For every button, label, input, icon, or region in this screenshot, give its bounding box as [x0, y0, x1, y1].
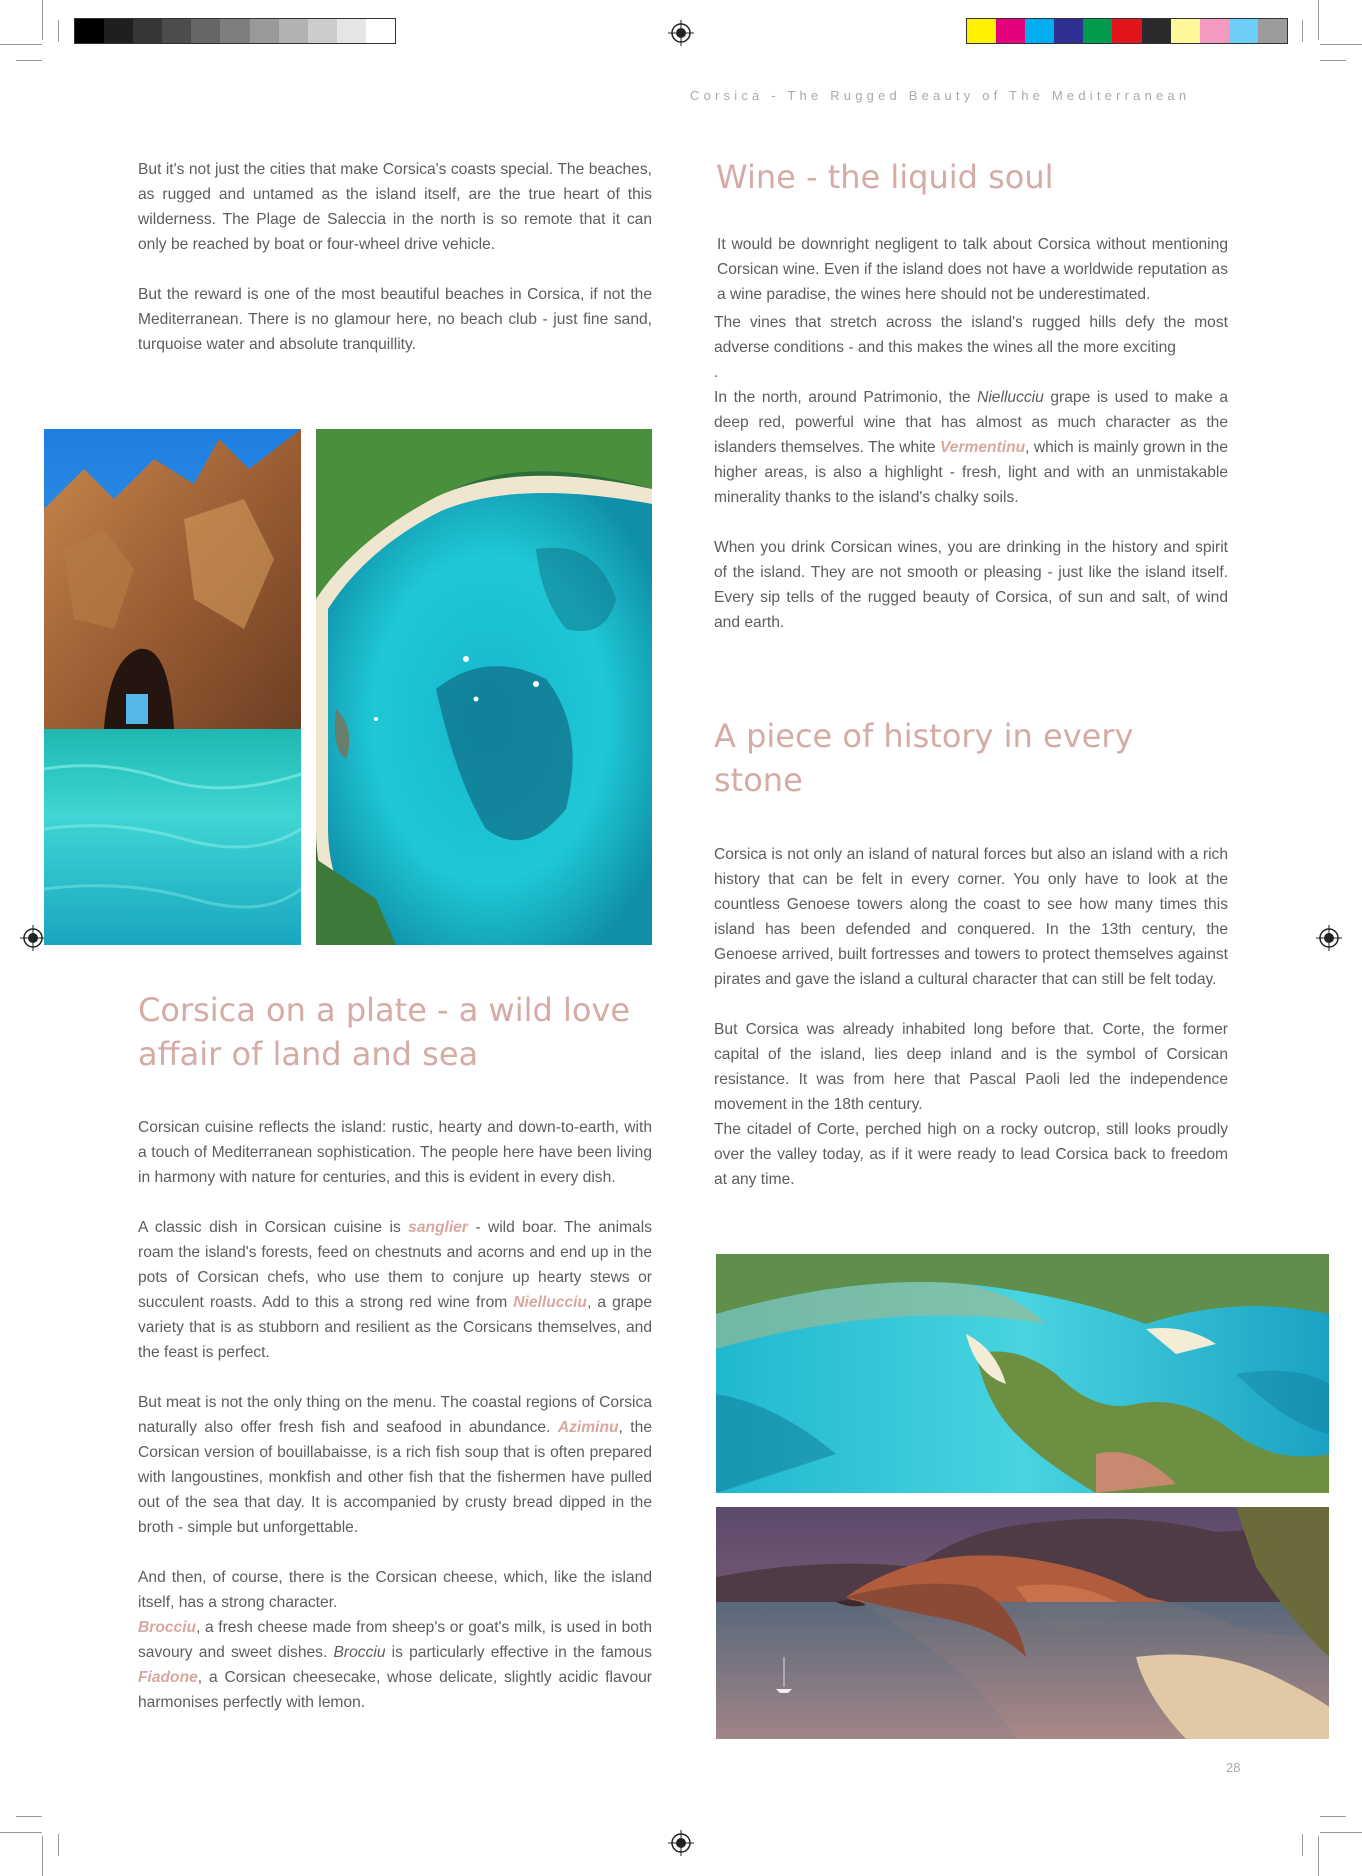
wine-section-text: [714, 232, 1228, 660]
paragraph: Corsican cuisine reflects the island: rustic, hearty and down-to-earth, with a touch of Mediterranean sophistication. The people here have been living in harmony with nature for centuries, and this is evident in every dish.: [138, 1119, 652, 1186]
italic-brocciu: Brocciu: [333, 1644, 386, 1661]
color-swatch: [1142, 19, 1171, 43]
color-swatch: [1054, 19, 1083, 43]
left-intro-text: [138, 157, 652, 382]
wine-section-heading: Wine - the liquid soul: [716, 158, 1054, 196]
crop-mark-bottom-right-v2: [1302, 1834, 1303, 1856]
registration-mark-left-icon: [20, 925, 46, 951]
gray-swatch: [250, 19, 279, 43]
text-run: grape is used to make a deep red, powerful wine that has almost as much character as the islanders themselves. The white: [714, 389, 1228, 456]
rock-arch-photo: [44, 429, 301, 945]
registration-mark-right-icon: [1316, 925, 1342, 951]
gray-swatch: [220, 19, 249, 43]
paragraph: And then, of course, there is the Corsican cheese, which, like the island itself, has a strong character.: [138, 1569, 652, 1611]
registration-mark-bottom-icon: [668, 1830, 694, 1856]
gray-swatch: [162, 19, 191, 43]
text-run: is particularly effective in the famous: [385, 1644, 652, 1661]
page-number: 28: [1226, 1760, 1241, 1775]
history-section-heading: A piece of history in every stone: [714, 717, 1134, 799]
paragraph: But the reward is one of the most beautiful beaches in Corsica, if not the Mediterranean. There is no glamour here, no beach club - just fine sand, turquoise water and absolute tranquillity.: [138, 286, 652, 353]
highlight-niellucciu: Niellucciu: [513, 1294, 587, 1311]
text-run: But meat is not the only thing on the menu. The coastal regions of Corsica naturally also offer fresh fish and seafood in abundance.: [138, 1394, 652, 1436]
crop-mark-bottom-left-h2: [16, 1816, 42, 1817]
process-color-bar: [966, 18, 1288, 44]
paragraph: [138, 1615, 652, 1715]
crop-mark-top-right-h2: [1320, 60, 1346, 61]
crop-mark-top-right-v: [1318, 0, 1319, 40]
paragraph: The vines that stretch across the island's rugged hills defy the most adverse conditions - and this makes the wines all the more exciting: [714, 314, 1228, 356]
food-section-text: [138, 1115, 652, 1715]
highlight-brocciu: Brocciu: [138, 1619, 197, 1636]
crop-mark-top-right-h: [1320, 44, 1362, 45]
paragraph: [138, 1215, 652, 1365]
paragraph: Corsica is not only an island of natural forces but also an island with a rich history that can be felt in every corner. You only have to look at the countless Genoese towers along the coast to see how many times this island has been defended and conquered. In the 13th century, the Genoese arrived, built fortresses and towers to protect themselves against pirates and gave the island a cultural character that can still be felt today.: [714, 846, 1228, 988]
registration-mark-top-icon: [668, 20, 694, 46]
highlight-vermentinu: Vermentinu: [939, 439, 1026, 456]
crop-mark-top-right-v2: [1302, 20, 1303, 42]
gray-swatch: [133, 19, 162, 43]
coastal-peninsula-photo: [716, 1254, 1329, 1493]
paragraph: But Corsica was already inhabited long before that. Corte, the former capital of the island, lies deep inland and is the symbol of Corsican resistance. It was from here that Pascal Paoli led the independence movement in the 18th century.: [714, 1021, 1228, 1113]
crop-mark-top-left-h: [0, 44, 42, 45]
mountain-bay-photo: [716, 1507, 1329, 1739]
crop-mark-top-left-h2: [16, 60, 42, 61]
color-swatch: [1112, 19, 1141, 43]
paragraph: It would be downright negligent to talk about Corsica without mentioning Corsican wine. Even if the island does not have a worldwide reputation as a wine paradise, the wines here should not be underestimated.: [717, 236, 1228, 303]
color-swatch: [1083, 19, 1112, 43]
aerial-bay-photo: [316, 429, 652, 945]
gray-swatch: [104, 19, 133, 43]
crop-mark-bottom-left-v2: [58, 1834, 59, 1856]
text-run: , which is mainly grown in the higher areas, is also a highlight - fresh, light and with an unmistakable minerality thanks to the island's chalky soils.: [714, 439, 1228, 506]
color-swatch: [1229, 19, 1258, 43]
highlight-aziminu: Aziminu: [557, 1419, 619, 1436]
color-swatch: [996, 19, 1025, 43]
paragraph: The citadel of Corte, perched high on a rocky outcrop, still looks proudly over the valley today, as if it were ready to lead Corsica back to freedom at any time.: [714, 1121, 1228, 1188]
crop-mark-bottom-right-h: [1320, 1832, 1362, 1833]
paragraph: But it's not just the cities that make Corsica's coasts special. The beaches, as rugged and untamed as the island itself, are the true heart of this wilderness. The Plage de Saleccia in the north is so remote that it can only be reached by boat or four-wheel drive vehicle.: [138, 161, 652, 253]
color-swatch: [1200, 19, 1229, 43]
gray-swatch: [191, 19, 220, 43]
paragraph: [714, 385, 1228, 510]
text-run: , a fresh cheese made from sheep's or goat's milk, is used in both savoury and sweet dishes.: [138, 1619, 652, 1661]
crop-mark-bottom-right-h2: [1320, 1816, 1346, 1817]
gray-swatch: [308, 19, 337, 43]
crop-mark-bottom-right-v: [1318, 1836, 1319, 1876]
crop-mark-bottom-left-h: [0, 1832, 42, 1833]
gray-swatch: [75, 19, 104, 43]
italic-niellucciu: Niellucciu: [977, 389, 1044, 406]
crop-mark-bottom-left-v: [42, 1836, 43, 1876]
crop-mark-top-left-v2: [58, 20, 59, 42]
paragraph: [138, 1390, 652, 1540]
text-run: , the Corsican version of bouillabaisse, is a rich fish soup that is often prepared with langoustines, monkfish and other fish that the fishermen have pulled out of the sea that day. It is accompanied by crusty bread dipped in the broth - simple but unforgettable.: [138, 1419, 652, 1536]
food-section-heading: Corsica on a plate - a wild love affair of land and sea: [138, 991, 631, 1073]
grayscale-color-bar: [74, 18, 396, 44]
color-swatch: [1025, 19, 1054, 43]
text-run: In the north, around Patrimonio, the: [714, 389, 978, 406]
color-swatch: [1258, 19, 1287, 43]
color-swatch: [1171, 19, 1200, 43]
color-swatch: [967, 19, 996, 43]
text-run: , a Corsican cheesecake, whose delicate, slightly acidic flavour harmonises perfectly with lemon.: [138, 1669, 652, 1711]
text-run: - wild boar. The animals roam the island's forests, feed on chestnuts and acorns and end up in the pots of Corsican chefs, who use them to conjure up hearty stews or succulent roasts. Add to this a strong red wine from: [138, 1219, 652, 1311]
running-header: Corsica - The Rugged Beauty of The Mediterranean: [690, 88, 1191, 103]
gray-swatch: [279, 19, 308, 43]
stray-period: .: [714, 364, 719, 381]
text-run: A classic dish in Corsican cuisine is: [138, 1219, 409, 1236]
gray-swatch: [366, 19, 395, 43]
paragraph: When you drink Corsican wines, you are drinking in the history and spirit of the island. They are not smooth or pleasing - just like the island itself. Every sip tells of the rugged beauty of Corsica, of sun and salt, of wind and earth.: [714, 539, 1228, 631]
text-run: , a grape variety that is as stubborn and resilient as the Corsicans themselves, and the feast is perfect.: [138, 1294, 652, 1361]
highlight-sanglier: sanglier: [408, 1219, 468, 1236]
history-section-text: [714, 842, 1228, 1192]
highlight-fiadone: Fiadone: [138, 1669, 198, 1686]
gray-swatch: [337, 19, 366, 43]
crop-mark-top-left-v: [42, 0, 43, 40]
